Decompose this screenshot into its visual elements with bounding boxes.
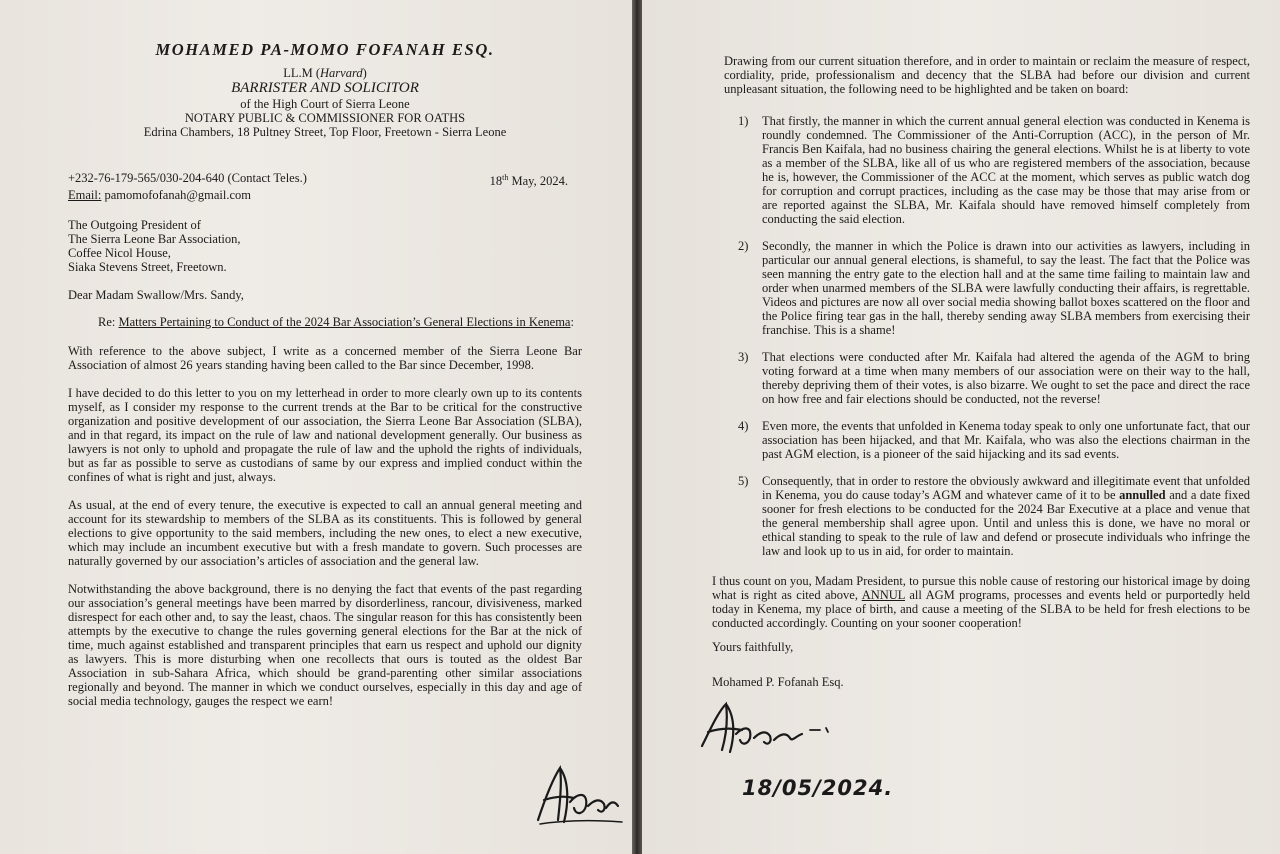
letterhead-title: BARRISTER AND SOLICITOR: [231, 80, 419, 96]
closing-phrase: Yours faithfully,: [712, 640, 794, 654]
body-paragraph: With reference to the above subject, I write as a concerned member of the Sierra Leone Bar Association of almost 26 years standing having been called to the Bar since December, 1998.: [68, 344, 582, 373]
list-item: 5) Consequently, that in order to restore the obviously awkward and illegitimate event that unfolded in Kenema, you do cause today’s AGM and whatever came of it to be annulled and a date fixed sooner for fresh elections to be conducted for the 2024 Bar Executive at a place and venue that the general membership shall agree upon. Until and unless this is done, we have no moral or ethical standing to speak to the rule of law and defend or prosecute individuals who infringe the law and look up to us in aid, for order to maintain.: [738, 474, 1250, 558]
recipient-address: [68, 218, 582, 274]
list-item: 1) That firstly, the manner in which the current annual general election was conducted in Kenema is roundly condemned. The Commissioner of the Anti-Corruption (ACC), in the person of Mr. Francis Ben Kaifala, had no business chairing the general elections. Whilst he is at liberty to vote as a member of the SLBA, like all of us who are registered members of the association, because he is, however, the Commissioner of the ACC at the moment, which serves as public watch dog for corruption and corrupt practices, including as the case may be those that may arise from or are reported against the SLBA, Mr. Kaifala should have removed himself completely from conducting the said election.: [738, 114, 1250, 226]
list-item: 2) Secondly, the manner in which the Police is drawn into our activities as lawyers, including in particular our annual general elections, is shameful, to say the least. The fact that the Police was seen manning the entry gate to the election hall and at the same time failing to maintain law and order when unarmed members of the SLBA were lawfully conducting their affairs, is regrettable. Videos and pictures are now all over social media showing ballot boxes scattered on the floor and the Police firing tear gas in the hall, thereby sending away SLBA members from exercising their franchise. This is a shame!: [738, 239, 1250, 337]
recipient-line: The Sierra Leone Bar Association,: [68, 232, 241, 247]
letterhead-name: MOHAMED PA-MOMO FOFANAH ESQ.: [155, 40, 495, 59]
closing-paragraph: I thus count on you, Madam President, to pursue this noble cause of restoring our historical image by doing what is right as cited above, ANNUL all AGM programs, processes and events held or purportedly held today in Kenema, my place of birth, and cause a meeting of the SLBA to be held for fresh elections to be conducted accordingly. Counting on your sooner cooperation!: [712, 574, 1251, 630]
letterhead-address: Edrina Chambers, 18 Pultney Street, Top Floor, Freetown - Sierra Leone: [143, 125, 507, 139]
list-item: 3) That elections were conducted after Mr. Kaifala had altered the agenda of the AGM to bring voting forward at a time when many members of our association were on their way to the hall, thereby depriving them of their votes, is also bizarre. We ought to set the pace and direct the race on how free and fair elections should be conducted, not the reverse!: [738, 350, 1250, 406]
salutation: Dear Madam Swallow/Mrs. Sandy,: [68, 288, 244, 303]
list-item: 4) Even more, the events that unfolded in Kenema today speak to only one unfortunate fact, that our association has been hijacked, and that Mr. Kaifala, who was also the elections chairman in the past AGM election, is a pioneer of the said hijacking and its sad events.: [738, 419, 1250, 461]
recipient-line: Siaka Stevens Street, Freetown.: [68, 260, 227, 275]
signature: [692, 700, 852, 760]
recipient-line: Coffee Nicol House,: [68, 246, 171, 261]
signer-name: Mohamed P. Fofanah Esq.: [712, 675, 844, 689]
intro-paragraph: Drawing from our current situation therefore, and in order to maintain or reclaim the measure of respect, cordiality, pride, professionalism and decency that the SLBA had before our division and current unpleasant situation, the following need to be highlighted and be taken on board:: [724, 54, 1250, 96]
page-gutter: [632, 0, 642, 854]
letterhead-court: of the High Court of Sierra Leone: [240, 97, 410, 111]
signature-initials-page-one: [530, 762, 630, 832]
body-paragraph: As usual, at the end of every tenure, the executive is expected to call an annual general meeting and account for its stewardship to members of the SLBA as its constituents. This is followed by general elections to give opportunity to the said members, including the new ones, to elect a new executive, which may include an incumbent executive but with a fresh mandate to govern. Such processes are naturally governed by our association’s articles of association and the general law.: [68, 498, 582, 569]
subject-line: Re: Matters Pertaining to Conduct of the 2024 Bar Association’s General Elections in Kenema:: [98, 315, 574, 330]
recipient-line: The Outgoing President of: [68, 218, 201, 233]
letter-date: 18th May, 2024.: [489, 173, 568, 189]
contact-email: Email: pamomofofanah@gmail.com: [68, 188, 251, 203]
letter-page-one: [0, 0, 632, 854]
letterhead-notary: NOTARY PUBLIC & COMMISSIONER FOR OATHS: [184, 111, 466, 125]
body-paragraph: Notwithstanding the above background, there is no denying the fact that events of the past regarding our association’s general meetings have been marred by disorderliness, rancour, divisiveness, marked disrespect for each other and, to say the least, chaos. The singular reason for this has consistently been attempts by the executive to change the rules governing general elections for the Bar at the nick of time, much against established and transparent principles that earn us respect and uphold our dignity as lawyers. This is more disturbing when one recollects that ours is touted as the oldest Bar Association in sub-Sahara Africa, which should be grand-parenting other similar associations regionally and beyond. The manner in which we conduct ourselves, especially in this day and age of social media technology, gauges the respect we earn!: [68, 582, 582, 709]
letter-page-two: [642, 0, 1280, 854]
contact-row: [68, 171, 582, 188]
contact-phones: +232-76-179-565/030-204-640 (Contact Teles.): [68, 171, 307, 185]
handwritten-date: 18/05/2024.: [742, 776, 894, 800]
letterhead-degree: LL.M (Harvard): [283, 66, 367, 80]
body-paragraph: I have decided to do this letter to you on my letterhead in order to more clearly own up to its contents myself, as I consider my response to the current trends at the Bar to be critical for the constructive organization and positive development of our association, the Sierra Leone Bar Association (SLBA), and in that regard, its impact on the rule of law and national development generally. Our business as lawyers is not only to uphold and propagate the rule of law and the uphold the rights of individuals, but as far as possible to serve as custodians of same by our express and implied conduct within the confines of what is right and just, always.: [68, 386, 582, 485]
